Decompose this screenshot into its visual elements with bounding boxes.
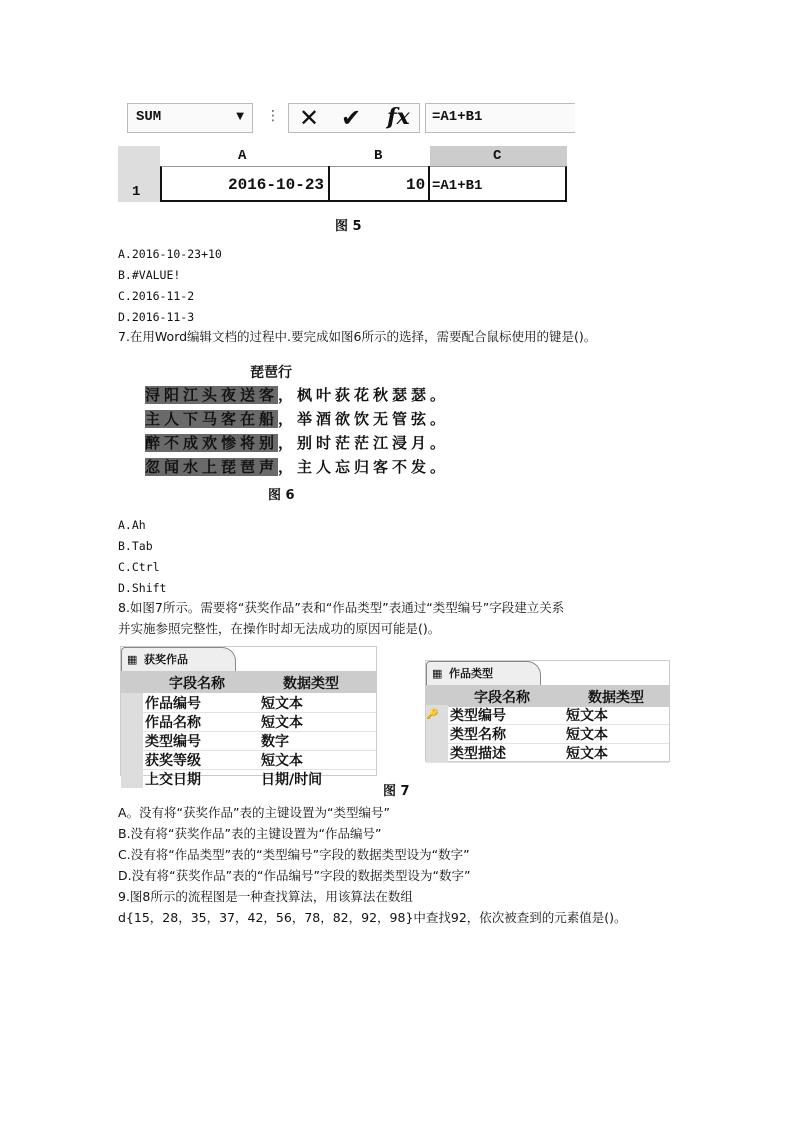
formula-text: =A1+B1	[432, 109, 483, 125]
table-row	[121, 731, 376, 751]
name-box	[127, 103, 253, 133]
column-header-b: B	[374, 148, 383, 164]
field-name: 类型名称	[450, 727, 506, 743]
option-b: B.#VALUE!	[118, 268, 181, 282]
option-c: C.2016-11-2	[118, 289, 195, 303]
divider	[328, 166, 330, 202]
option-d: D.Shift	[118, 581, 167, 595]
poem-line	[145, 408, 449, 429]
poem-title: 琵琶行	[250, 365, 292, 381]
option-d: D.2016-11-3	[118, 310, 195, 324]
chevron-down-icon: ▼	[236, 111, 244, 122]
option-a: A.2016-10-23+10	[118, 247, 222, 261]
poem-text: ，别时茫茫江浸月。	[278, 434, 450, 452]
option-a: A。没有将“获奖作品”表的主键设置为“类型编号”	[118, 805, 390, 820]
table-row	[426, 705, 669, 725]
table-row	[121, 712, 376, 732]
selected-text: 忽闻水上琵琶声	[145, 458, 279, 476]
column-header-a: A	[238, 148, 247, 164]
table-row	[426, 743, 669, 763]
row-header-1: 1	[132, 184, 141, 200]
table-tab	[426, 661, 541, 685]
option-c: C.没有将“作品类型”表的“类型编号”字段的数据类型设为“数字”	[118, 847, 470, 862]
table-tab	[121, 647, 236, 671]
field-name: 作品名称	[145, 715, 201, 731]
divider	[428, 166, 430, 202]
header-type: 数据类型	[588, 690, 644, 706]
table-design-view	[120, 646, 377, 788]
table-name: 获奖作品	[144, 653, 188, 666]
field-type: 短文本	[261, 753, 303, 769]
cell-c1: =A1+B1	[432, 178, 483, 194]
field-name: 类型编号	[450, 708, 506, 724]
column-header-c: C	[493, 148, 502, 164]
fx-icon: fx	[387, 104, 410, 130]
enter-icon: ✔	[341, 104, 362, 132]
field-name: 类型编号	[145, 734, 201, 750]
table-row	[426, 724, 669, 744]
selected-text: 醉不成欢惨将别	[145, 434, 279, 452]
cancel-icon: ✕	[299, 104, 320, 132]
option-d: D.没有将“获奖作品”表的“作品编号”字段的数据类型设为“数字”	[118, 868, 471, 883]
question-8-line: 并实施参照完整性，在操作时却无法成功的原因可能是()。	[118, 621, 441, 636]
cell-b1: 10	[406, 176, 426, 194]
field-type: 短文本	[261, 696, 303, 712]
header-type: 数据类型	[283, 676, 339, 692]
separator-dots-icon: ⋮	[266, 108, 280, 124]
poem-line	[145, 384, 449, 405]
poem-line	[145, 456, 449, 477]
option-c: C.Ctrl	[118, 560, 160, 574]
option-b: B.Tab	[118, 539, 153, 553]
cell-a1: 2016-10-23	[228, 176, 325, 194]
figure-caption: 图 7	[383, 784, 410, 799]
option-b: B.没有将“获奖作品”表的主键设置为“作品编号”	[118, 826, 382, 841]
table-row	[121, 750, 376, 770]
option-a: A.Ah	[118, 518, 146, 532]
field-name: 类型描述	[450, 746, 506, 762]
header-field: 字段名称	[169, 676, 225, 692]
table-icon: ▦	[432, 667, 443, 680]
name-box-value: SUM	[136, 109, 162, 125]
row-1	[160, 166, 567, 202]
selected-text: 浔阳江头夜送客	[145, 386, 279, 404]
formula-buttons	[288, 103, 420, 133]
header-row	[121, 671, 376, 693]
field-type: 数字	[261, 734, 289, 750]
figure-caption: 图 5	[335, 219, 362, 234]
field-type: 短文本	[261, 715, 303, 731]
header-row	[426, 685, 669, 707]
field-type: 短文本	[566, 727, 608, 743]
question-9-line: d{15，28，35，37，42，56，78，82，92，98}中查找92，依次被查到的元素值是()。	[118, 910, 627, 925]
question-9-line: 9.图8所示的流程图是一种查找算法，用该算法在数组	[118, 889, 413, 904]
poem-text: ，举酒欲饮无管弦。	[278, 410, 450, 428]
field-type: 短文本	[566, 746, 608, 762]
selected-text: 主人下马客在船	[145, 410, 279, 428]
table-name: 作品类型	[449, 667, 493, 680]
field-type: 短文本	[566, 708, 608, 724]
field-type: 日期/时间	[261, 772, 323, 788]
poem-text: ，枫叶荻花秋瑟瑟。	[278, 386, 450, 404]
formula-bar	[425, 103, 575, 133]
table-row	[121, 693, 376, 713]
table-design-view	[425, 660, 670, 762]
table-row	[121, 769, 376, 788]
primary-key-icon: 🔑	[426, 709, 439, 720]
figure-caption: 图 6	[268, 488, 295, 503]
field-name: 作品编号	[145, 696, 201, 712]
question-7: 7.在用Word编辑文档的过程中.要完成如图6所示的选择，需要配合鼠标使用的键是()。	[118, 329, 597, 344]
poem-line	[145, 432, 449, 453]
field-name: 获奖等级	[145, 753, 201, 769]
poem-text: ，主人忘归客不发。	[278, 458, 450, 476]
question-8-line: 8.如图7所示。需要将“获奖作品”表和“作品类型”表通过“类型编号”字段建立关系	[118, 600, 565, 615]
table-icon: ▦	[127, 653, 138, 666]
header-field: 字段名称	[474, 690, 530, 706]
field-name: 上交日期	[145, 772, 201, 788]
